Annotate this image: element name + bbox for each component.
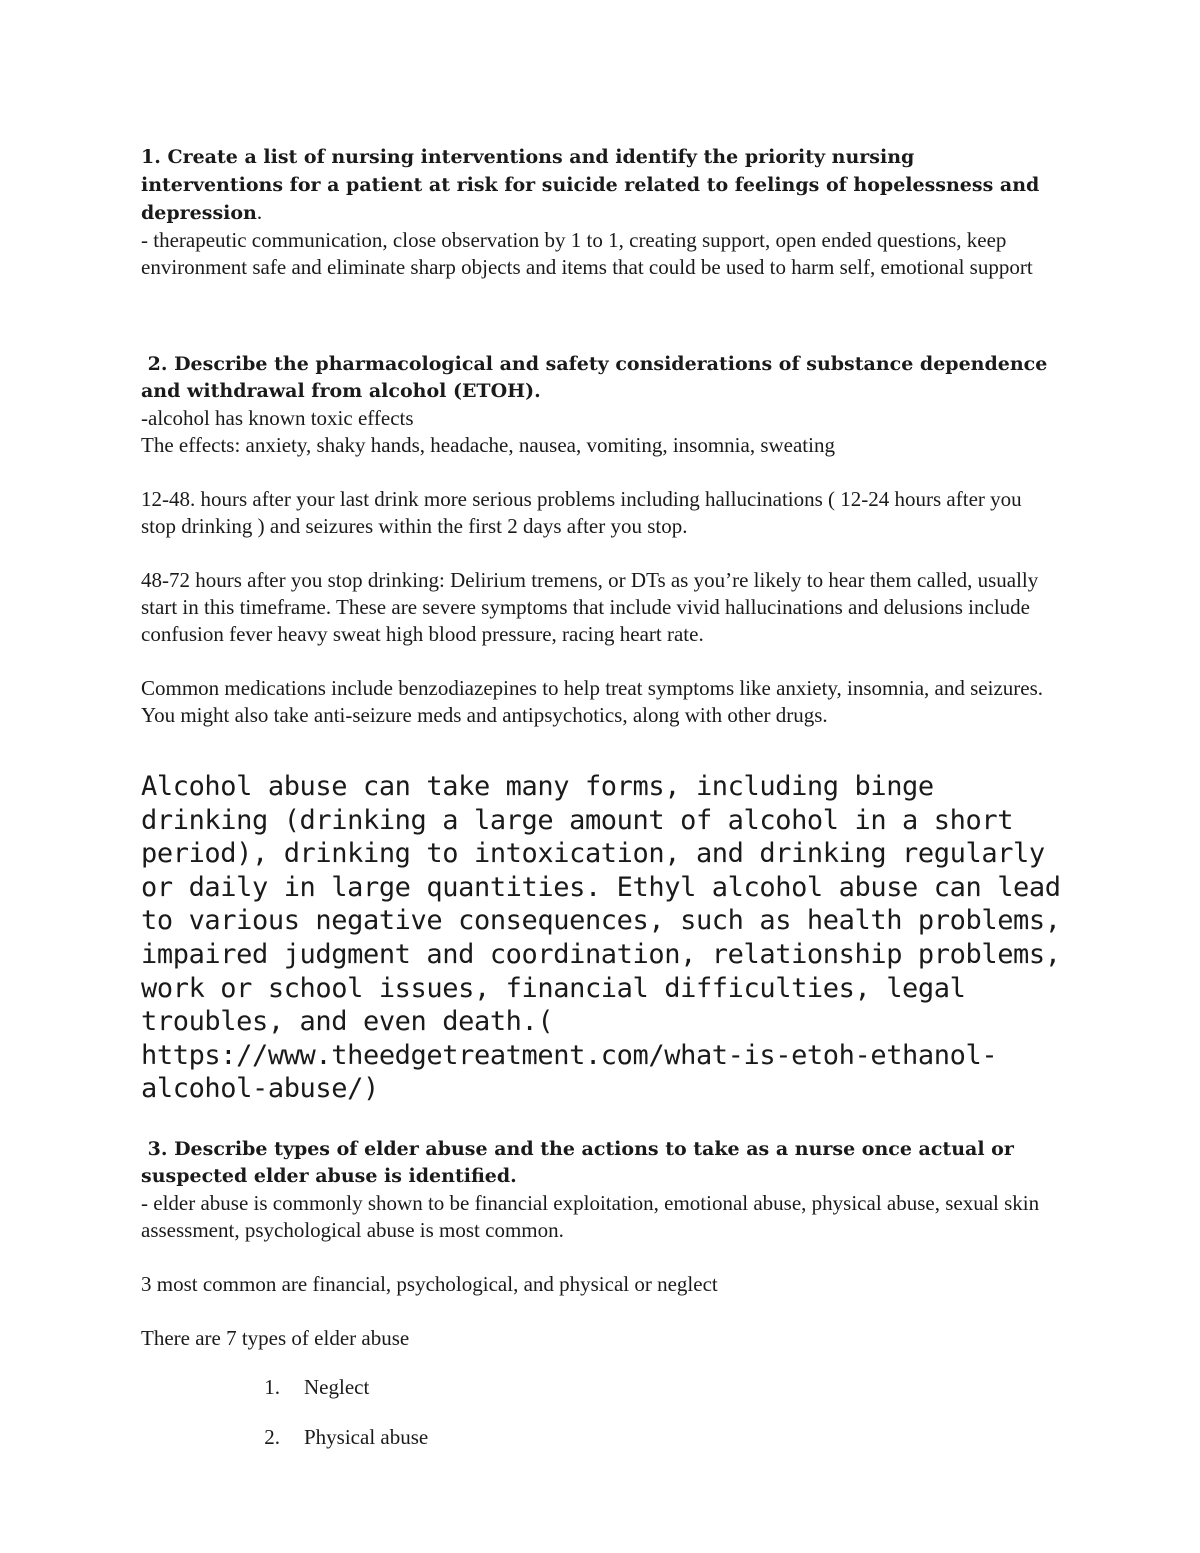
question-2-quoted-excerpt: Alcohol abuse can take many forms, including binge drinking (drinking a large amount of alcohol in a short period), drinking to intoxication, and drinking regularly or daily in large quantities. Ethyl alcohol abuse can lead to various negative consequences, such as health problems, impaired judgment and coordination, relationship problems, work or school issues, financial difficulties, legal troubles, and even death.( https://www.theedgetreatment.com/what-is-etoh-ethanol-alcohol-abuse/) — [141, 771, 1061, 1105]
list-item-number: 2. — [264, 1424, 280, 1449]
document-body — [141, 143, 1061, 1474]
spacer — [141, 729, 1061, 756]
question-2-paragraph-2: 48-72 hours after you stop drinking: Delirium tremens, or DTs as you’re likely to hear them called, usually start in this timeframe. These are severe symptoms that include vivid hallucinations and delusions include confusion fever heavy sweat high blood pressure, racing heart rate. — [141, 568, 1039, 646]
list-item — [141, 1424, 1061, 1474]
question-3-paragraph-2: There are 7 types of elder abuse — [141, 1325, 410, 1350]
question-3-title: 3. Describe types of elder abuse and the actions to take as a nurse once actual or suspected elder abuse is identified. — [141, 1137, 1021, 1187]
question-1-answer: - therapeutic communication, close observation by 1 to 1, creating support, open ended questions, keep environment safe and eliminate sharp objects and items that could be used to harm self, emotional support — [141, 228, 1033, 279]
spacer — [141, 756, 1061, 770]
list-item-text: Physical abuse — [304, 1424, 429, 1449]
spacer — [141, 1352, 1061, 1374]
list-item-number: 1. — [264, 1374, 280, 1399]
question-2-paragraph-3: Common medications include benzodiazepines to help treat symptoms like anxiety, insomnia, and seizures. You might also take anti-seizure meds and antipsychotics, along with other drugs. — [141, 676, 1044, 727]
spacer — [141, 540, 1061, 567]
question-3-answer: - elder abuse is commonly shown to be financial exploitation, emotional abuse, physical abuse, sexual skin assessment, psychological abuse is most common. — [141, 1190, 1040, 1242]
question-2-line-1: -alcohol has known toxic effects — [141, 406, 414, 430]
spacer — [141, 459, 1061, 486]
spacer — [141, 335, 1061, 351]
spacer — [141, 648, 1061, 675]
question-1-title-suffix: . — [256, 200, 263, 224]
question-2-line-2: The effects: anxiety, shaky hands, headache, nausea, vomiting, insomnia, sweating — [141, 433, 835, 457]
spacer — [141, 281, 1061, 335]
question-1-block — [141, 143, 1061, 227]
spacer — [141, 1298, 1061, 1325]
question-2-title: 2. Describe the pharmacological and safety considerations of substance dependence and withdrawal from alcohol (ETOH). — [141, 353, 1054, 402]
spacer — [141, 1244, 1061, 1271]
list-item-text: Neglect — [304, 1374, 370, 1399]
spacer — [141, 1106, 1061, 1136]
question-3-paragraph-1: 3 most common are financial, psychological, and physical or neglect — [141, 1271, 718, 1296]
question-1-title: 1. Create a list of nursing interventions and identify the priority nursing interventions for a patient at risk for suicide related to feelings of hopelessness and depression — [141, 146, 1040, 224]
question-2-paragraph-1: 12-48. hours after your last drink more serious problems including hallucinations ( 12-24 hours after you stop drinking ) and seizures within the first 2 days after you stop. — [141, 487, 1022, 538]
elder-abuse-types-list — [141, 1374, 1061, 1474]
list-item — [141, 1374, 1061, 1424]
